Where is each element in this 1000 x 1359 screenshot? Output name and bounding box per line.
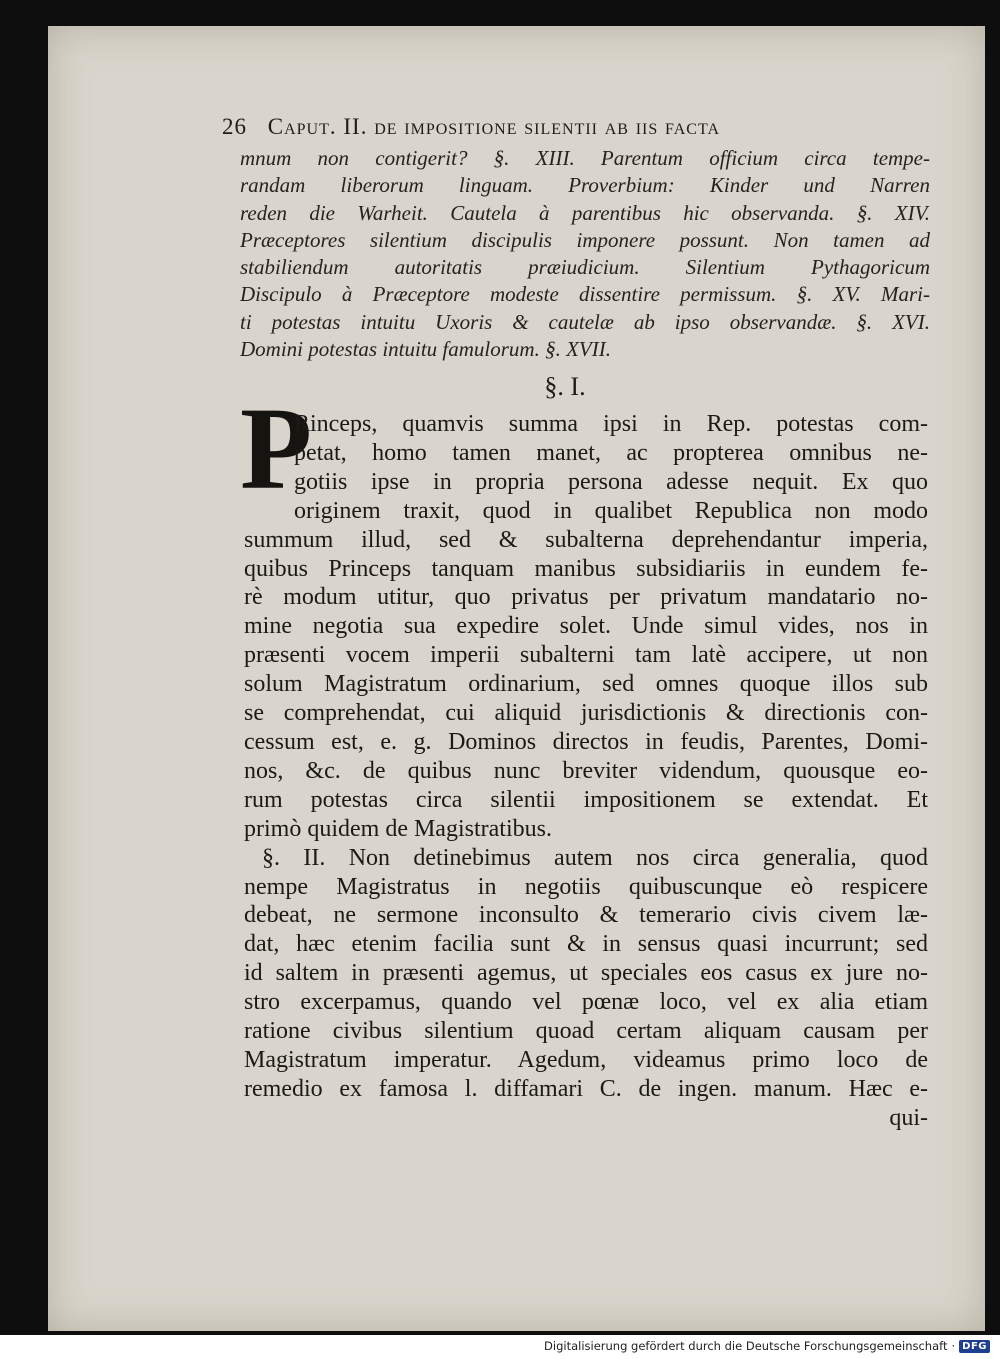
body-line: solum Magistratum ordinarium, sed omnes quoque illos sub <box>244 671 928 698</box>
body-line: quibus Princeps tanquam manibus subsidiariis in eundem fe- <box>244 555 928 582</box>
body-line: originem traxit, quod in qualibet Republica non modo <box>294 497 928 524</box>
summary-line: ti potestas intuitu Uxoris & cautelæ ab ipso observandæ. §. XVI. <box>240 309 930 334</box>
summary-line: stabiliendum autoritatis præiudicium. Silentium Pythagoricum <box>240 255 930 280</box>
body-line: nos, &c. de quibus nunc breviter videndum, quousque eo- <box>244 757 928 784</box>
drop-cap: P <box>240 383 313 514</box>
body-line: summum illud, sed & subalterna deprehendantur imperia, <box>244 526 928 553</box>
catchword: qui- <box>889 1104 928 1131</box>
summary-line: mnum non contigerit? §. XIII. Parentum officium circa tempe- <box>240 146 930 170</box>
body-line: remedio ex famosa l. diffamari C. de ingen. manum. Hæc e- <box>244 1075 928 1102</box>
body-line: Rinceps, quamvis summa ipsi in Rep. potestas com- <box>294 411 928 437</box>
body-line: dat, hæc etenim facilia sunt & in sensus quasi incurrunt; sed <box>244 931 928 958</box>
summary-line: Præceptores silentium discipulis imponere possunt. Non tamen ad <box>240 227 930 252</box>
running-title: Caput. II. de impositione silentii ab iis facta <box>267 114 721 139</box>
dfg-logo-icon: DFG <box>959 1340 990 1353</box>
footer-separator: · <box>951 1339 956 1353</box>
body-line: nempe Magistratus in negotiis quibuscunque eò respicere <box>244 873 928 900</box>
digitization-footer <box>544 1339 990 1353</box>
body-line: §. II. Non detinebimus autem nos circa generalia, quod <box>262 844 928 871</box>
body-line: id saltem in præsenti agemus, ut speciales eos casus ex jure no- <box>244 960 928 987</box>
body-line: primò quidem de Magistratibus. <box>244 815 552 842</box>
summary-line: reden die Warheit. Cautela à parentibus hic observanda. §. XIV. <box>240 200 930 225</box>
summary-line: Discipulo à Præceptore modeste dissentire permissum. §. XV. Mari- <box>240 282 930 307</box>
body-line: cessum est, e. g. Dominos directos in feudis, Parentes, Domi- <box>244 728 928 755</box>
summary-line: Domini potestas intuitu famulorum. §. XVII. <box>240 337 611 362</box>
body-line: stro excerpamus, quando vel pœnæ loco, vel ex alia etiam <box>244 989 928 1016</box>
body-line: se comprehendat, cui aliquid jurisdictionis & directionis con- <box>244 700 928 727</box>
body-line: rè modum utitur, quo privatus per privatum mandatario no- <box>244 584 928 611</box>
summary-line: randam liberorum linguam. Proverbium: Kinder und Narren <box>240 173 930 198</box>
body-line: debeat, ne sermone inconsulto & temerario civis civem læ- <box>244 902 928 929</box>
body-line: Magistratum imperatur. Agedum, videamus primo loco de <box>244 1046 928 1073</box>
body-line: præsenti vocem imperii subalterni tam latè accipere, ut non <box>244 642 928 669</box>
page-number: 26 <box>222 114 247 139</box>
body-line: mine negotia sua expedire solet. Unde simul vides, nos in <box>244 613 928 640</box>
footer-credit: Digitalisierung gefördert durch die Deutsche Forschungsgemeinschaft <box>544 1339 948 1353</box>
chapter-summary <box>240 145 930 363</box>
body-line: rum potestas circa silentii impositionem se extendat. Et <box>244 786 928 813</box>
running-header <box>222 114 862 140</box>
body-line: petat, homo tamen manet, ac propterea omnibus ne- <box>294 439 928 466</box>
section-heading: §. I. <box>544 372 586 401</box>
body-line: gotiis ipse in propria persona adesse nequit. Ex quo <box>294 468 928 495</box>
body-line: ratione civibus silentium quoad certam aliquam causam per <box>244 1018 928 1045</box>
body-text <box>244 410 928 1133</box>
